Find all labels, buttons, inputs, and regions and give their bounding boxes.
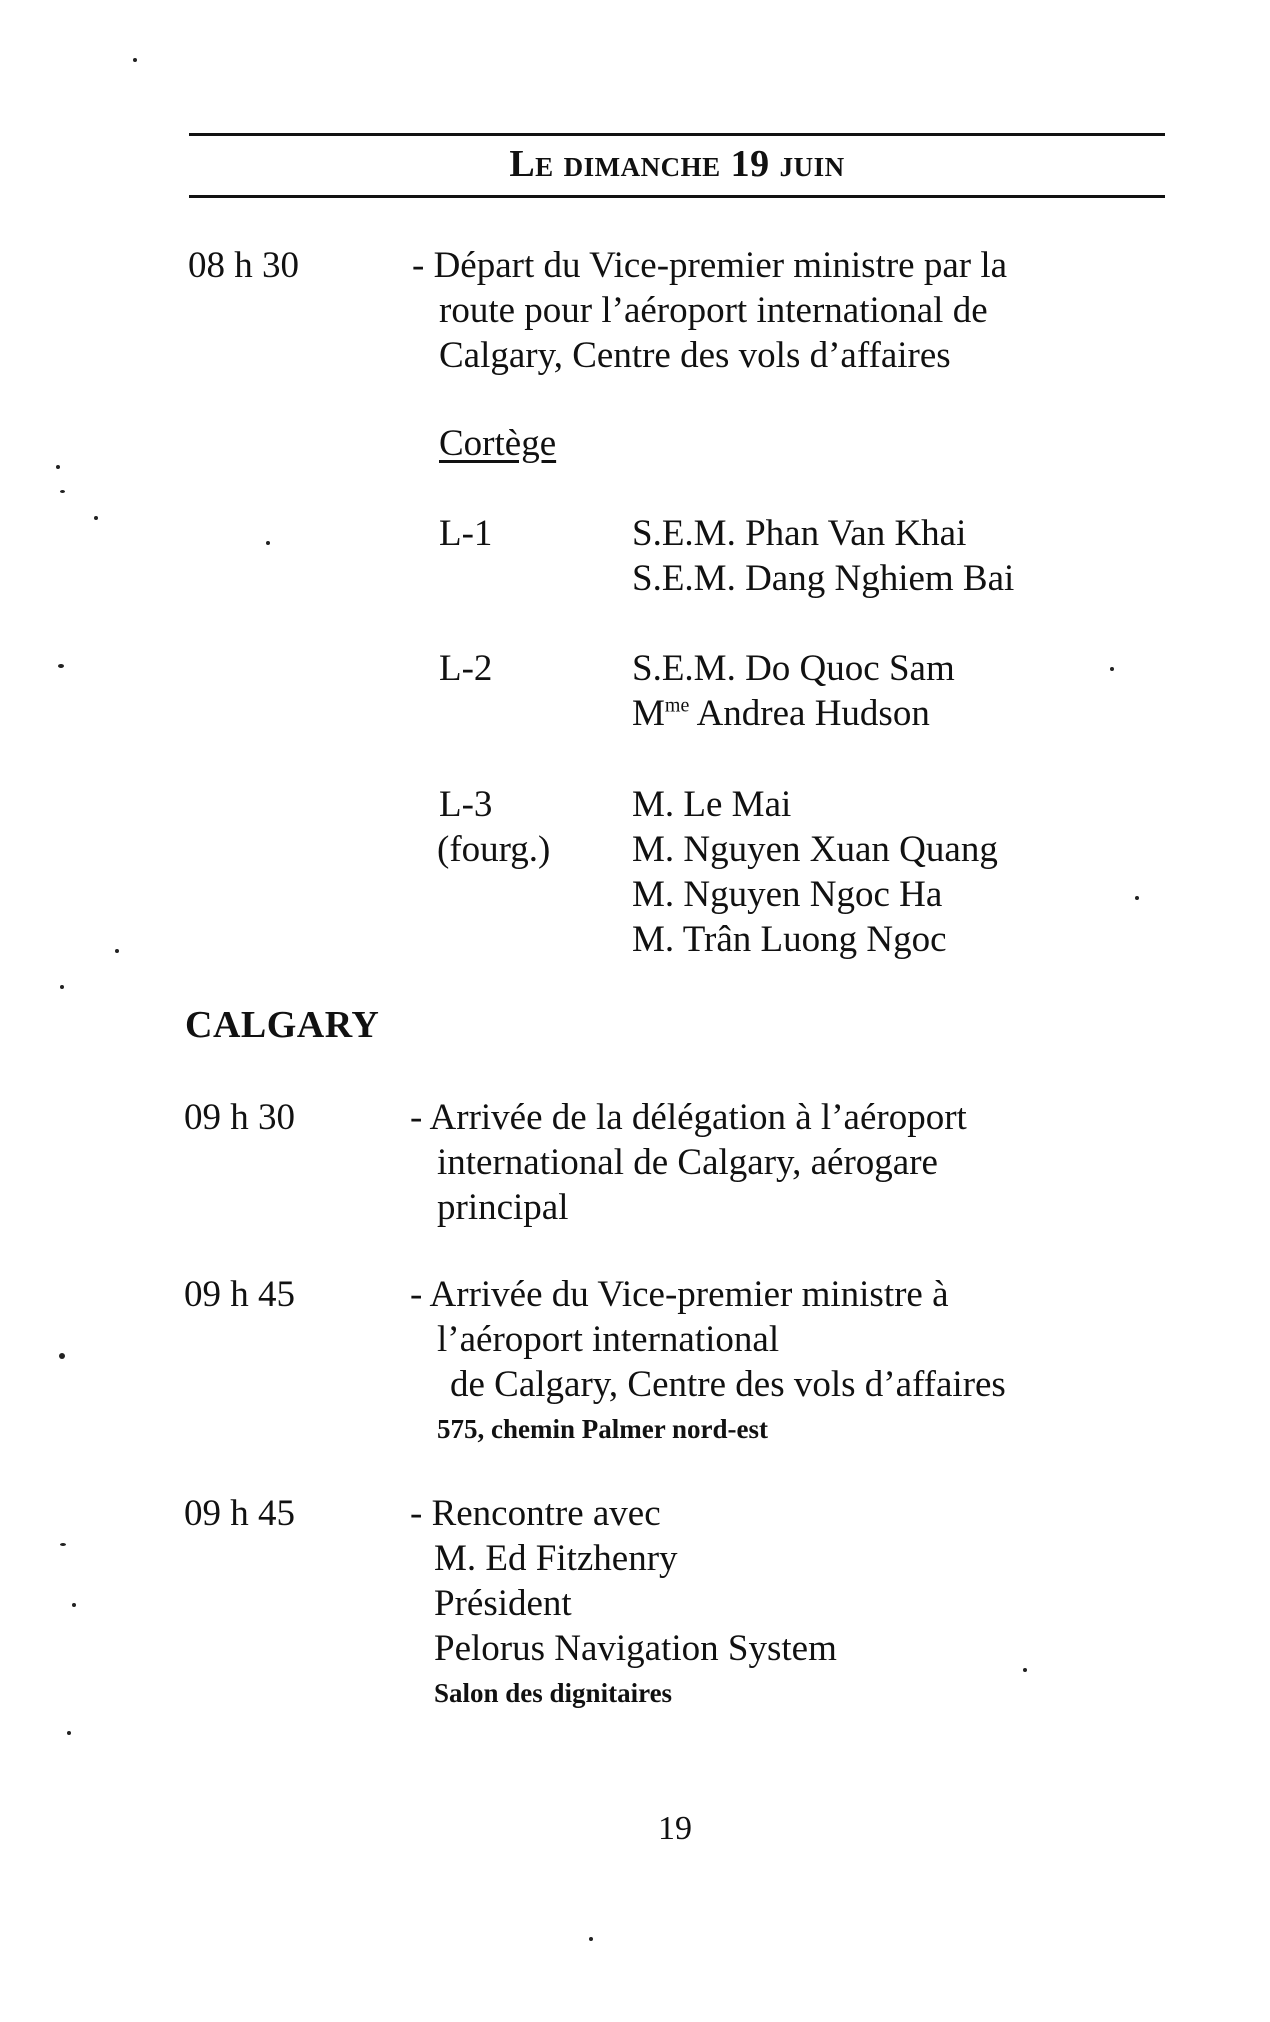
passenger-name: M. Nguyen Xuan Quang: [632, 829, 998, 870]
scan-speck: [1110, 667, 1114, 671]
day-header: Le dimanche 19 juin: [509, 143, 845, 185]
entry-time: 09 h 45: [184, 1493, 295, 1534]
scan-speck: [266, 541, 270, 545]
entry-line: international de Calgary, aérogare: [437, 1142, 938, 1183]
car-label: L-1: [439, 513, 493, 554]
entry-line: route pour l’aéroport international de: [439, 290, 988, 331]
entry-line: - Départ du Vice-premier ministre par la: [412, 245, 1008, 286]
title-prefix: M: [632, 693, 665, 734]
passenger-name-mme: [632, 691, 930, 736]
passenger-name: M. Le Mai: [632, 784, 792, 825]
car-label: L-2: [439, 648, 493, 689]
header-rule-bottom: [189, 195, 1165, 198]
scan-speck: [60, 490, 65, 493]
scan-speck: [60, 1543, 66, 1546]
passenger-name: M. Trân Luong Ngoc: [632, 919, 947, 960]
car-label: L-3: [439, 784, 493, 825]
entry-line: de Calgary, Centre des vols d’affaires: [450, 1364, 1006, 1405]
cortege-heading: Cortège: [439, 423, 557, 464]
scan-speck: [60, 985, 64, 989]
scan-speck: [589, 1937, 593, 1941]
scan-speck: [133, 58, 137, 62]
scan-speck: [94, 516, 98, 520]
car-sublabel: (fourg.): [437, 829, 551, 870]
scan-speck: [72, 1603, 76, 1607]
entry-line: l’aéroport international: [437, 1319, 780, 1360]
passenger-name: S.E.M. Do Quoc Sam: [632, 648, 955, 689]
entry-time: 08 h 30: [188, 245, 299, 286]
entry-line: principal: [437, 1187, 569, 1228]
scan-speck: [59, 1353, 65, 1359]
passenger-name: S.E.M. Phan Van Khai: [632, 513, 967, 554]
scan-speck: [115, 949, 119, 953]
scan-speck: [1135, 896, 1139, 900]
entry-location: Salon des dignitaires: [434, 1678, 673, 1708]
section-title: CALGARY: [185, 1004, 380, 1046]
entry-line: - Arrivée du Vice-premier ministre à: [410, 1274, 949, 1315]
entry-line: Président: [434, 1583, 572, 1624]
header-rule-top: [189, 133, 1165, 136]
title-prefix-superscript: me: [664, 694, 690, 717]
passenger-surname: Andrea Hudson: [696, 693, 930, 734]
scan-speck: [58, 664, 64, 668]
page-number: 19: [658, 1810, 692, 1847]
entry-line: M. Ed Fitzhenry: [434, 1538, 678, 1579]
scan-speck: [1023, 1668, 1027, 1672]
entry-line: - Rencontre avec: [410, 1493, 661, 1534]
entry-location: 575, chemin Palmer nord-est: [437, 1414, 768, 1444]
passenger-name: S.E.M. Dang Nghiem Bai: [632, 558, 1015, 599]
entry-time: 09 h 30: [184, 1097, 295, 1138]
entry-time: 09 h 45: [184, 1274, 295, 1315]
passenger-name: M. Nguyen Ngoc Ha: [632, 874, 943, 915]
scan-speck: [67, 1731, 71, 1735]
entry-line: Pelorus Navigation System: [434, 1628, 837, 1669]
entry-line: - Arrivée de la délégation à l’aéroport: [410, 1097, 967, 1138]
scan-speck: [56, 465, 60, 469]
entry-line: Calgary, Centre des vols d’affaires: [439, 335, 951, 376]
